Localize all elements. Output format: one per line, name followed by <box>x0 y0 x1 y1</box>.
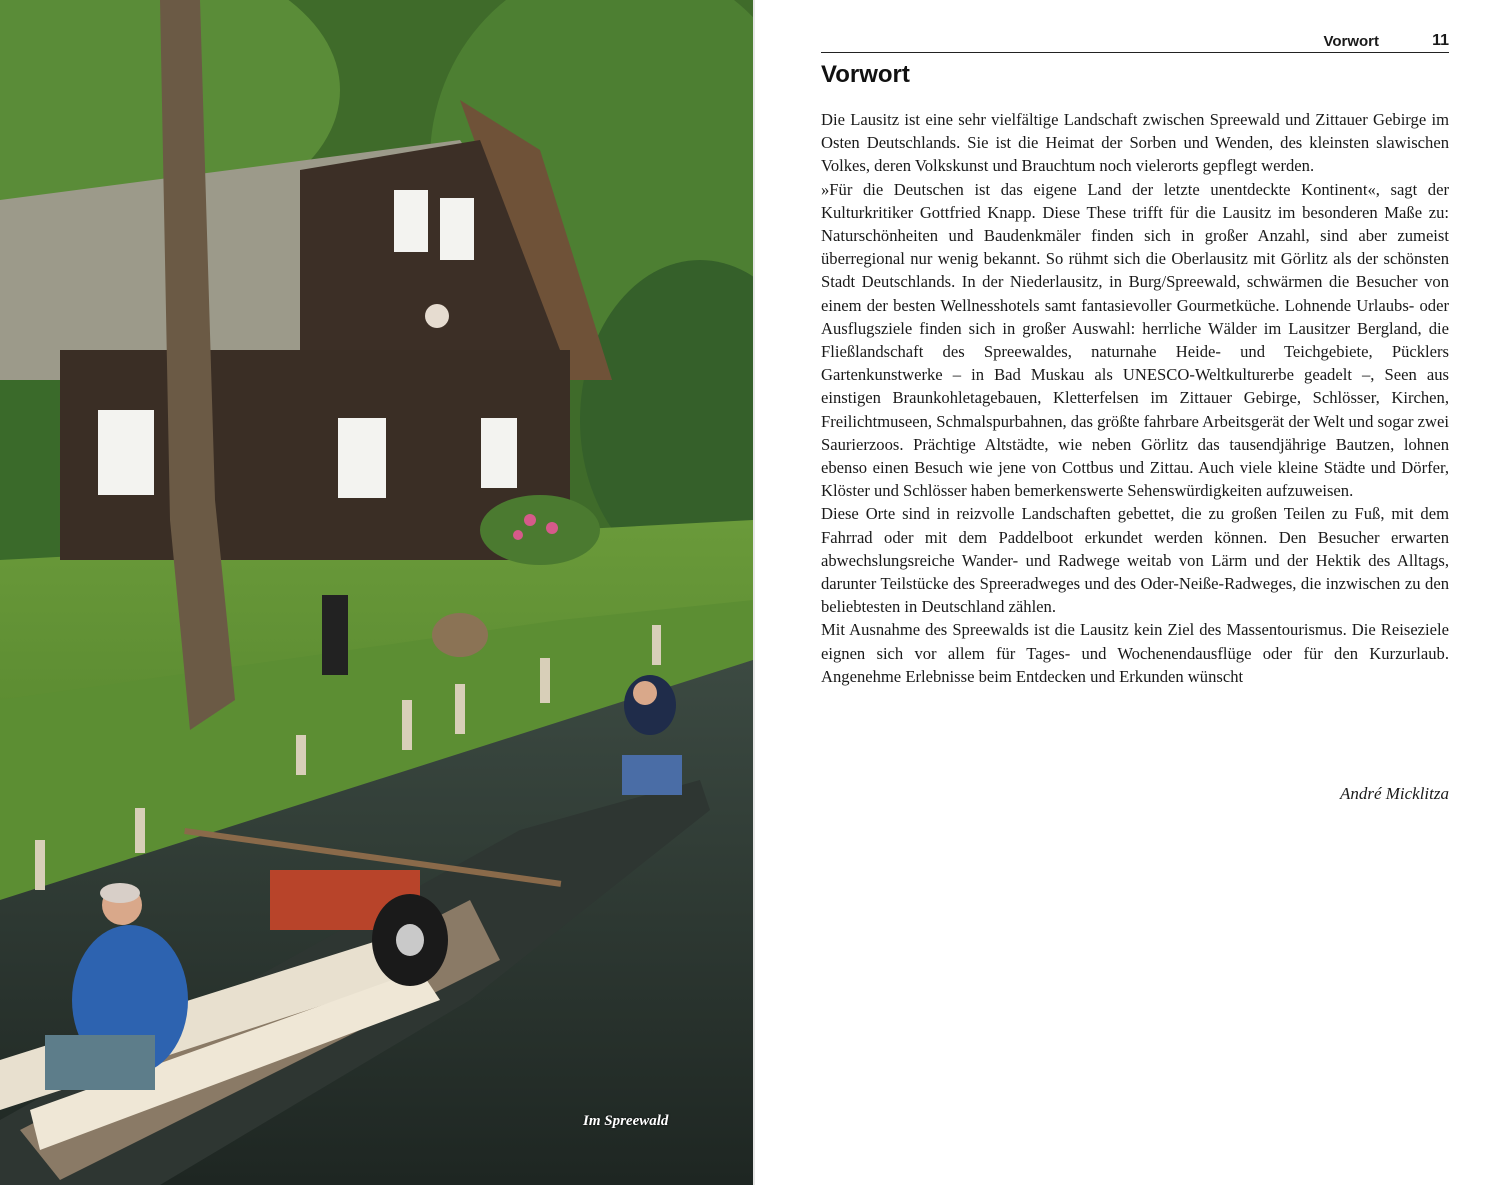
text-page <box>821 0 1449 1185</box>
page-number: 11 <box>1432 32 1449 49</box>
paragraph: Mit Ausnahme des Spreewalds ist die Lausitz kein Ziel des Massentourismus. Die Reiseziele eignen sich vor allem für Tages- und Wochenendausflüge oder für den Kurzurlaub. Angenehme Erlebnisse beim Entdecken und Erkunden wünscht <box>821 620 1449 686</box>
paragraph: »Für die Deutschen ist das eigene Land der letzte unentdeckte Kontinent«, sagt der Kulturkritiker Gottfried Knapp. Diese These trifft für die Lausitz im besonderen Maße zu: Naturschönheiten und Baudenkmäler finden sich in großer Anzahl, sind aber zumeist überregional nur wenig bekannt. So rühmt sich die Oberlausitz mit Görlitz als der schönsten Stadt Deutschlands. In der Niederlausitz, in Burg/Spreewald, schwärmen die Besucher von einem der besten Wellnesshotels samt fantasievoller Gourmetküche. Lohnende Urlaubs- oder Ausflugsziele finden sich in großer Auswahl: herrliche Wälder im Lausitzer Bergland, die Fließlandschaft des Spreewaldes, naturnahe Heide- und Teichgebiete, Pücklers Gartenkunstwerke – in Bad Muskau als UNESCO-Weltkulturerbe geadelt –, Seen aus einstigen Braunkohletagebauen, Kletterfelsen im Zittauer Gebirge, Schlösser, Kirchen, Freilichtmuseen, Schmalspurbahnen, das größte fahrbare Arbeitsgerät der Welt und sogar zwei Saurierzoos. Prächtige Altstädte, wie neben Görlitz das tausendjährige Bautzen, lohnen ebenso einen Besuch wie jene von Cottbus und Zittau. Auch viele kleine Städte und Dörfer, Klöster und Schlösser haben bemerkenswerte Sehenswürdigkeiten aufzuweisen. <box>821 179 1449 501</box>
body-text <box>821 108 1449 688</box>
paragraph: Diese Orte sind in reizvolle Landschaften gebettet, die zu großen Teilen zu Fuß, mit dem Fahrrad oder mit dem Paddelboot erkundet werden können. Den Besucher erwarten abwechslungsreiche Wander- und Radwege weitab von Lärm und der Hektik des Alltags, darunter Teilstücke des Spreeradweges und des Oder-Neiße-Radweges, die inzwischen zu den beliebtesten in Deutschland zählen. <box>821 504 1449 617</box>
photo-caption: Im Spreewald <box>583 1113 669 1129</box>
header-section-title: Vorwort <box>1323 33 1379 50</box>
page-gutter <box>753 0 755 1185</box>
running-header <box>821 32 1449 53</box>
paragraph: Die Lausitz ist eine sehr vielfältige Landschaft zwischen Spreewald und Zittauer Gebirge im Osten Deutschlands. Sie ist die Heimat der Sorben und Wenden, des kleinsten slawischen Volkes, deren Volkskunst und Brauchtum noch vielerorts gepflegt werden. <box>821 110 1449 176</box>
author-signature: André Micklitza <box>1339 784 1449 803</box>
chapter-title: Vorwort <box>821 61 910 88</box>
